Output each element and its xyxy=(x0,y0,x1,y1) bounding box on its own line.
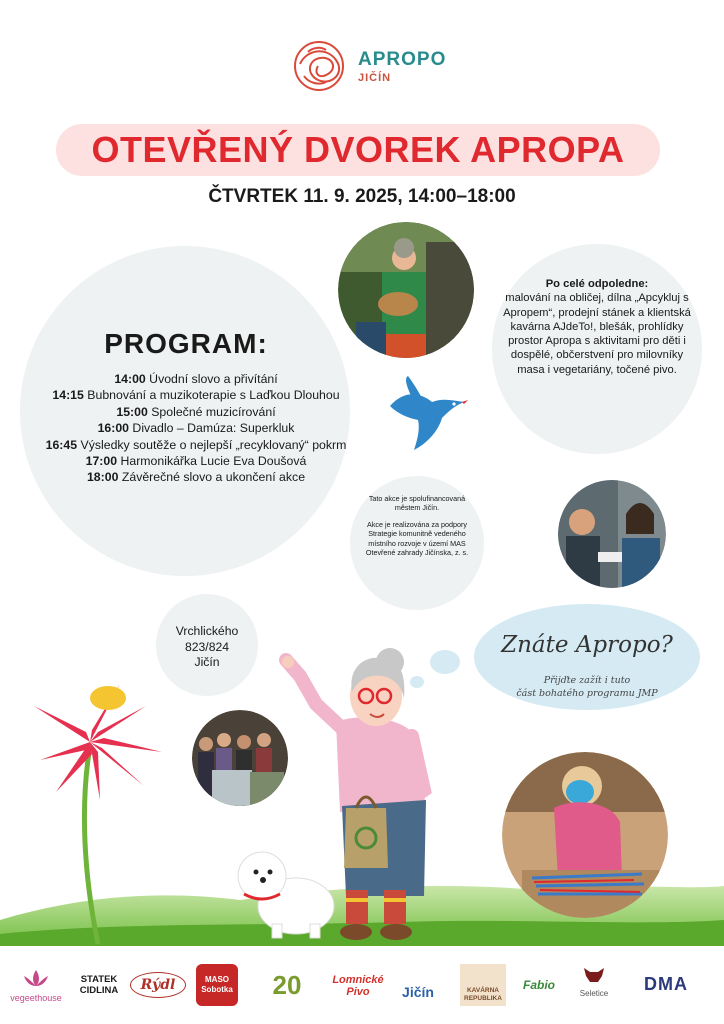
cloud-title: Znáte Apropo? xyxy=(501,632,673,658)
photo-people xyxy=(558,480,666,588)
cloud-line2: část bohatého programu JMP xyxy=(516,688,658,699)
sponsor-dma: DMA xyxy=(644,974,688,994)
sponsor-rydl: Rýdl xyxy=(130,972,186,998)
funding-line2: Akce je realizována za podpory Strategie komunitně vedeného místního rozvoje v území MAS Otevřené zahrady Jičínska, z. s. xyxy=(365,519,469,558)
cloud-subtitle xyxy=(474,674,700,700)
sponsor-kavarna-republika: KAVÁRNA REPUBLIKA xyxy=(460,964,506,1006)
program-item: 16:00 Divadlo – Damúza: Superkluk xyxy=(97,421,295,436)
photo-singer xyxy=(338,222,474,358)
program-item: 16:45 Výsledky soutěže o nejlepší „recyklovaný“ pokrm xyxy=(45,437,347,452)
bird-icon xyxy=(384,372,468,456)
bull-icon xyxy=(582,966,606,984)
address-number: 823/824 xyxy=(184,639,230,654)
program-heading: PROGRAM: xyxy=(104,328,268,359)
event-date: ČTVRTEK 11. 9. 2025, 14:00–18:00 xyxy=(208,186,516,207)
side-info xyxy=(502,277,692,377)
funding-line1: Tato akce je spolufinancovaná městem Jičín. xyxy=(368,494,466,513)
brand-sub: JIČÍN xyxy=(358,72,392,84)
sponsor-otevrene-zahrady: 20 xyxy=(272,970,302,1000)
sponsor-vegeethouse: vegeethouse xyxy=(10,968,62,1003)
program-item: 15:00 Společné muzicírování xyxy=(116,404,276,419)
apropo-logo-icon xyxy=(288,38,350,94)
photo-child xyxy=(502,752,668,918)
brand-name: APROPO xyxy=(358,49,447,70)
program-item: 14:00 Úvodní slovo a přivítání xyxy=(114,372,278,386)
sponsor-statek-cidlina: STATEK CIDLINA xyxy=(79,974,119,996)
sponsor-lomnicke-pivo: Lomnické Pivo xyxy=(332,974,384,998)
program-item: 17:00 Harmonikářka Lucie Eva Doušová xyxy=(85,454,307,469)
cloud-line1: Přijďte zažít i tuto xyxy=(543,675,631,686)
sponsor-dvur-seletice: Seletice xyxy=(574,966,614,998)
photo-group xyxy=(192,710,288,806)
address xyxy=(156,624,258,671)
sponsor-jicin: Jičín xyxy=(402,984,434,1000)
sponsor-fabio: Fabio xyxy=(523,978,555,992)
address-city: Jičín xyxy=(194,655,220,670)
sponsor-maso: MASO Sobotka xyxy=(196,964,238,1006)
program-item: 14:15 Bubnování a muzikoterapie s Laďkou Dlouhou xyxy=(52,388,340,403)
flower-illustration xyxy=(26,676,170,946)
lotus-icon xyxy=(22,968,50,988)
title-banner xyxy=(56,124,660,176)
side-info-heading: Po celé odpoledne: xyxy=(545,278,649,290)
address-street: Vrchlického xyxy=(175,624,239,638)
program-item: 18:00 Závěrečné slovo a ukončení akce xyxy=(86,470,306,485)
program-list xyxy=(20,371,372,486)
event-title: OTEVŘENÝ DVOREK APROPA xyxy=(91,129,625,170)
dog-illustration xyxy=(226,840,338,940)
funding-text xyxy=(358,494,476,557)
side-info-text: malování na obličej, dílna „Apcykluj s Apropem“, prodejní stánek a klientská kavárna AJdeTo!, blešák, prohlídky prostor Apropa s aktivitami pro děti i dospělé, občerstvení pro milovníky masa i vegetariány, točené pivo. xyxy=(503,292,691,376)
